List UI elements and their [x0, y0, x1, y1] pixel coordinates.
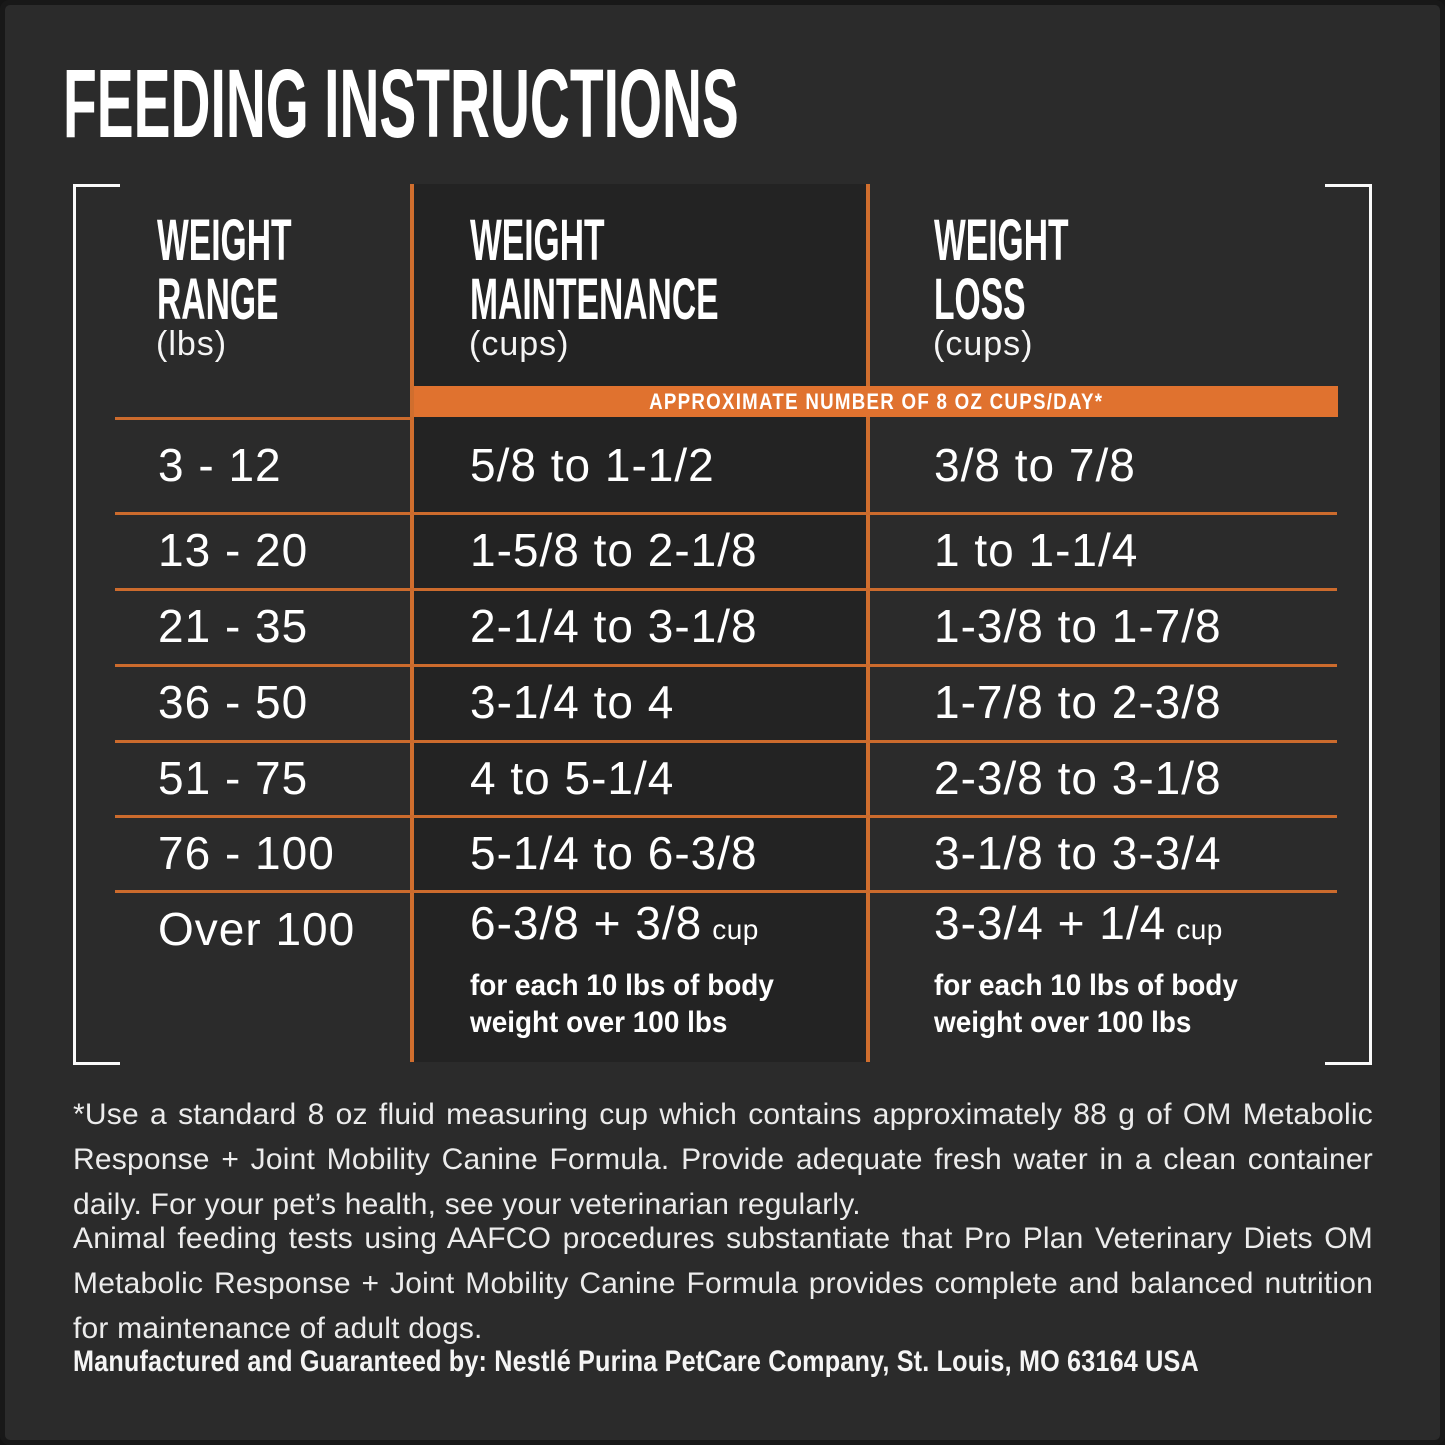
maintenance-over-100-note — [470, 967, 774, 1041]
weight-range-unit-label: (lbs) — [156, 325, 228, 363]
cups-per-day-banner — [414, 386, 1338, 417]
range-cell: 21 - 35 — [158, 600, 309, 652]
loss-over-100-note — [934, 967, 1238, 1041]
maintenance-cell: 2-1/4 to 3-1/8 — [470, 600, 758, 652]
table-right-bracket — [1325, 184, 1372, 1065]
range-cell: 3 - 12 — [158, 438, 282, 491]
loss-over-100-note-line1: for each 10 lbs of body — [934, 969, 1238, 1002]
maintenance-over-100-value: 6-3/8 + 3/8 — [470, 897, 703, 949]
range-cell: 76 - 100 — [158, 826, 335, 879]
maintenance-cell: 4 to 5-1/4 — [470, 751, 675, 804]
maintenance-cell: 3-1/4 to 4 — [470, 676, 675, 728]
page-title: FEEDING INSTRUCTIONS — [63, 49, 739, 158]
weight-maintenance-header-line1: WEIGHT — [470, 208, 605, 273]
loss-over-100-value-line — [934, 892, 1261, 961]
column-divider-range-maintenance — [410, 184, 414, 1062]
range-cell: 51 - 75 — [158, 751, 309, 804]
weight-loss-unit-label: (cups) — [933, 325, 1034, 363]
maintenance-cell-over-100 — [470, 892, 797, 1041]
maintenance-over-100-note-line2: weight over 100 lbs — [470, 1006, 728, 1039]
weight-range-header — [157, 208, 389, 332]
range-cell: 36 - 50 — [158, 676, 309, 728]
loss-cell: 1-3/8 to 1-7/8 — [934, 600, 1222, 652]
weight-range-header-line1: WEIGHT — [157, 208, 292, 273]
loss-cell-over-100 — [934, 892, 1261, 1041]
maintenance-cell: 1-5/8 to 2-1/8 — [470, 524, 758, 576]
weight-loss-header — [934, 208, 1166, 332]
loss-over-100-unit: cup — [1176, 914, 1223, 945]
range-cell-over-100: Over 100 — [158, 903, 356, 955]
maintenance-over-100-value-line — [470, 892, 797, 961]
weight-range-header-line2: RANGE — [157, 267, 279, 332]
weight-maintenance-header-line2: MAINTENANCE — [470, 267, 719, 332]
weight-maintenance-unit-label: (cups) — [469, 325, 570, 363]
maintenance-over-100-unit: cup — [712, 914, 759, 945]
loss-cell: 1-7/8 to 2-3/8 — [934, 676, 1222, 728]
weight-loss-header-line1: WEIGHT — [934, 208, 1069, 273]
maintenance-cell: 5/8 to 1-1/2 — [470, 438, 715, 491]
footnote-measuring-cup: *Use a standard 8 oz fluid measuring cup which contains approximately 88 g of OM Metabolic Response + Joint Mobility Canine Formula. Provide adequate fresh water in a clean container daily. For your pet’s health, see your veterinarian regularly. — [73, 1098, 1373, 1221]
footnote-aafco: Animal feeding tests using AAFCO procedures substantiate that Pro Plan Veterinary Diets OM Metabolic Response + Joint Mobility Canine Formula provides complete and balanced nutrition for maintenance of adult dogs. — [73, 1222, 1373, 1345]
loss-cell: 1 to 1-1/4 — [934, 524, 1139, 576]
cups-per-day-banner-text: APPROXIMATE NUMBER OF 8 OZ CUPS/DAY* — [648, 388, 1104, 414]
loss-cell: 2-3/8 to 3-1/8 — [934, 751, 1222, 804]
loss-over-100-note-line2: weight over 100 lbs — [934, 1006, 1192, 1039]
weight-maintenance-header — [470, 208, 899, 332]
maintenance-over-100-note-line1: for each 10 lbs of body — [470, 969, 774, 1002]
loss-over-100-value: 3-3/4 + 1/4 — [934, 897, 1167, 949]
loss-cell: 3/8 to 7/8 — [934, 438, 1136, 491]
loss-cell: 3-1/8 to 3-3/4 — [934, 826, 1222, 879]
maintenance-cell: 5-1/4 to 6-3/8 — [470, 826, 758, 879]
footnote-manufacturer: Manufactured and Guaranteed by: Nestlé Purina PetCare Company, St. Louis, MO 63164 USA — [73, 1345, 1199, 1378]
table-left-bracket — [73, 184, 120, 1065]
range-cell: 13 - 20 — [158, 524, 309, 576]
weight-loss-header-line2: LOSS — [934, 267, 1026, 332]
